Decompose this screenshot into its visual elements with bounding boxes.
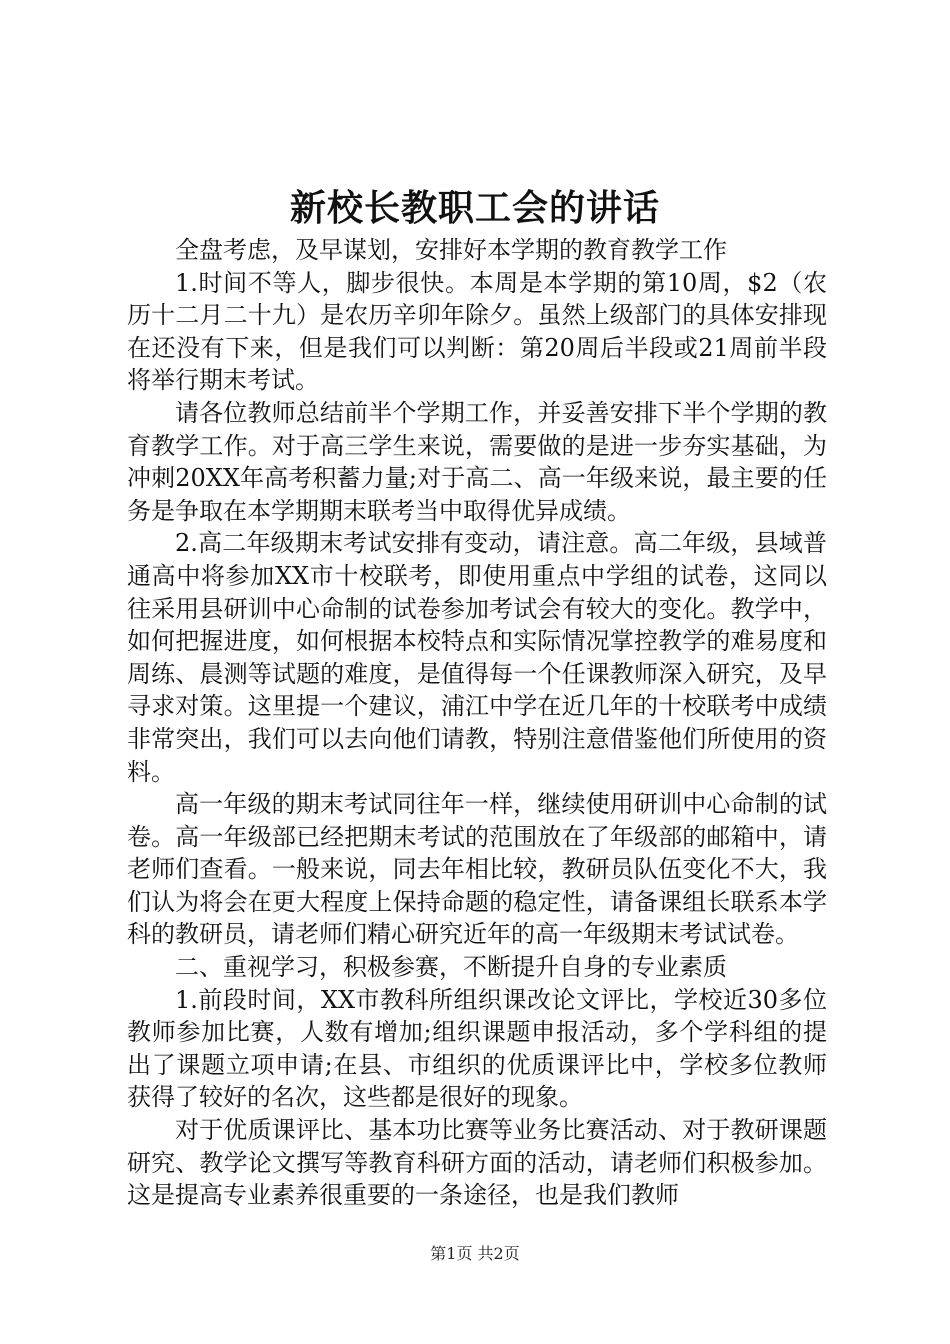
section-heading: 二、重视学习，积极参赛，不断提升自身的专业素质 (175, 953, 727, 982)
body-paragraph: 1.前段时间，XX市教科所组织课改论文评比，学校近30多位教师参加比赛，人数有增加;组织课题申报活动，多个学科组的提出了课题立项申请;在县、市组织的优质课评比中，学校多位教师获得了较好的名次，这些都是很好的现象。 (127, 985, 827, 1112)
body-paragraph: 全盘考虑，及早谋划，安排好本学期的教育教学工作 (175, 236, 727, 264)
body-paragraph: 2.高二年级期末考试安排有变动，请注意。高二年级，县域普通高中将参加XX市十校联考，即使用重点中学组的试卷，这同以往采用县研训中心命制的试卷参加考试会有较大的变化。教学中，如何把握进度，如何根据本校特点和实际情况掌控教学的难易度和周练、晨测等试题的难度，是值得每一个任课教师深入研究，及早寻求对策。这里提一个建议，浦江中学在近几年的十校联考中成绩非常突出，我们可以去向他们请教，特别注意借鉴他们所使用的资料。 (127, 529, 827, 786)
body-paragraph: 1.时间不等人，脚步很快。本周是本学期的第10周，$2（农历十二月二十九）是农历辛卯年除夕。虽然上级部门的具体安排现在还没有下来，但是我们可以判断：第20周后半段或21周前半段将举行期末考试。 (127, 268, 827, 395)
body-paragraph: 高一年级的期末考试同往年一样，继续使用研训中心命制的试卷。高一年级部已经把期末考试的范围放在了年级部的邮箱中，请老师们查看。一般来说，同去年相比较，教研员队伍变化不大，我们认为将会在更大程度上保持命题的稳定性，请备课组长联系本学科的教研员，请老师们精心研究近年的高一年级期末考试试卷。 (127, 790, 827, 949)
body-paragraph: 对于优质课评比、基本功比赛等业务比赛活动、对于教研课题研究、教学论文撰写等教育科研方面的活动，请老师们积极参加。这是提高专业素养很重要的一条途径，也是我们教师 (127, 1116, 827, 1210)
document-title: 新校长教职工会的讲话 (289, 187, 660, 229)
body-paragraph: 请各位教师总结前半个学期工作，并妥善安排下半个学期的教育教学工作。对于高三学生来说，需要做的是进一步夯实基础，为冲刺20XX年高考积蓄力量;对于高二、高一年级来说，最主要的任务是争取在本学期期末联考当中取得优异成绩。 (127, 398, 827, 525)
page-footer: 第1页 共2页 (430, 1244, 520, 1263)
document-body (127, 234, 827, 1212)
